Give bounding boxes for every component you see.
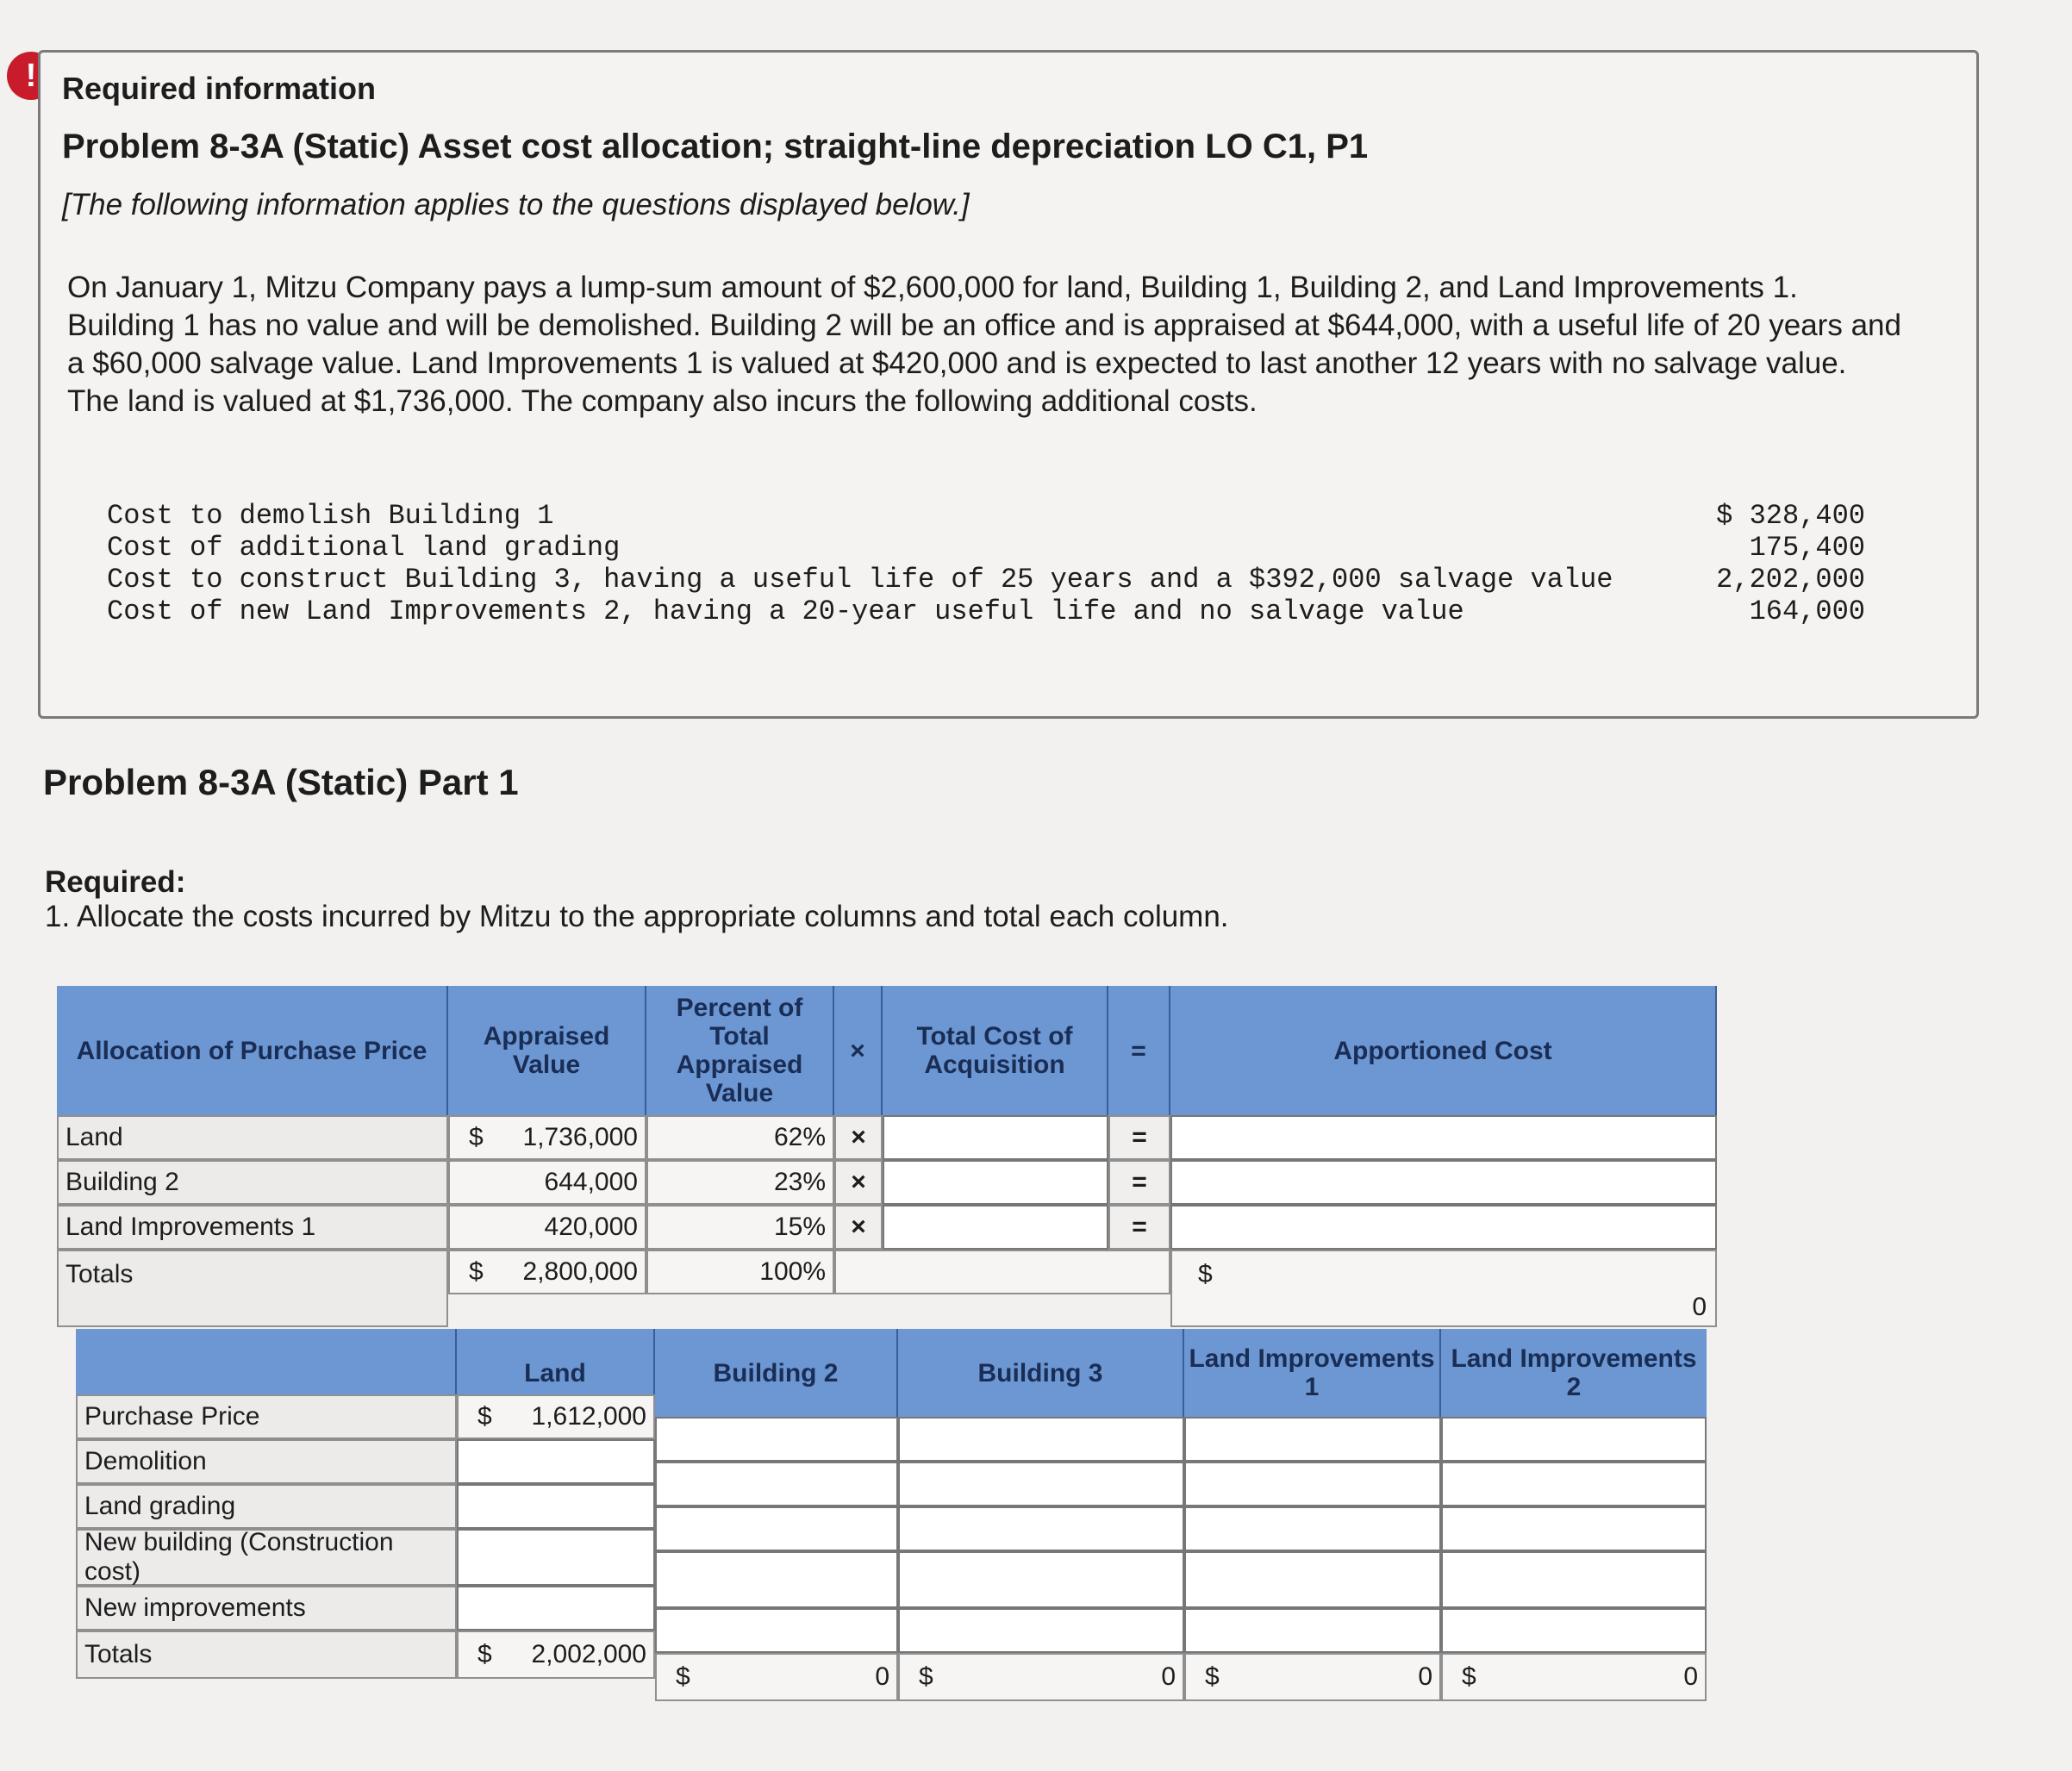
header-allocation: Allocation of Purchase Price bbox=[57, 986, 448, 1115]
percent-land-improvements-1: 15% bbox=[646, 1205, 834, 1250]
total-cost-input-land-improvements-1[interactable] bbox=[883, 1205, 1108, 1250]
header-apportioned-cost: Apportioned Cost bbox=[1170, 986, 1717, 1115]
building-3-total-value: 0 bbox=[1161, 1662, 1176, 1691]
header-land-improvements-1: Land Improvements 1 bbox=[1184, 1329, 1441, 1417]
land-impr-2-new-improvements-input[interactable] bbox=[1441, 1608, 1707, 1653]
appraised-total: 2,800,000 bbox=[522, 1257, 638, 1286]
appraised-value: 1,736,000 bbox=[522, 1123, 638, 1151]
dollar-sign: $ bbox=[1462, 1662, 1476, 1691]
cost-row bbox=[107, 564, 1865, 596]
problem-title: Problem 8-3A (Static) Asset cost allocation; straight-line depreciation LO C1, P1 bbox=[62, 128, 1369, 165]
appraised-value-land bbox=[448, 1115, 646, 1160]
land-impr-1-total-value: 0 bbox=[1418, 1662, 1432, 1691]
blank-cell bbox=[834, 1250, 1170, 1294]
cost-row bbox=[107, 532, 1865, 564]
row-label-land-grading: Land grading bbox=[76, 1484, 457, 1529]
land-impr-2-total-value: 0 bbox=[1683, 1662, 1698, 1691]
dollar-sign: $ bbox=[1205, 1662, 1220, 1691]
dollar-sign: $ bbox=[1198, 1260, 1213, 1288]
cost-amount: 164,000 bbox=[1749, 596, 1865, 627]
equals-operator: = bbox=[1108, 1205, 1170, 1250]
land-impr-2-new-building-input[interactable] bbox=[1441, 1551, 1707, 1608]
required-label: Required: bbox=[45, 865, 186, 899]
row-label-building-2: Building 2 bbox=[57, 1160, 448, 1205]
additional-costs-list bbox=[107, 500, 1865, 627]
row-label-totals: Totals bbox=[76, 1631, 457, 1679]
land-purchase-price bbox=[457, 1394, 655, 1439]
land-impr-1-grading-input[interactable] bbox=[1184, 1506, 1441, 1551]
apportioned-cost-input-land-improvements-1[interactable] bbox=[1170, 1205, 1717, 1250]
percent-land: 62% bbox=[646, 1115, 834, 1160]
building-2-new-improvements-input[interactable] bbox=[655, 1608, 898, 1653]
header-building-3: Building 3 bbox=[898, 1329, 1184, 1417]
equals-operator: = bbox=[1108, 1160, 1170, 1205]
land-impr-1-demolition-input[interactable] bbox=[1184, 1462, 1441, 1506]
row-label-demolition: Demolition bbox=[76, 1439, 457, 1484]
alert-icon: ! bbox=[7, 52, 55, 100]
appraised-value-total bbox=[448, 1250, 646, 1294]
dollar-sign: $ bbox=[676, 1662, 690, 1691]
header-building-2: Building 2 bbox=[655, 1329, 898, 1417]
header-percent: Percent of Total Appraised Value bbox=[646, 986, 834, 1115]
apportioned-cost-input-building-2[interactable] bbox=[1170, 1160, 1717, 1205]
header-equals: = bbox=[1108, 986, 1170, 1115]
appraised-value-land-improvements-1 bbox=[448, 1205, 646, 1250]
total-cost-input-land[interactable] bbox=[883, 1115, 1108, 1160]
header-land: Land bbox=[457, 1329, 655, 1417]
percent-total: 100% bbox=[646, 1250, 834, 1294]
header-total-cost: Total Cost of Acquisition bbox=[883, 986, 1108, 1115]
land-purchase-value: 1,612,000 bbox=[531, 1402, 646, 1431]
cost-description: Cost to demolish Building 1 bbox=[107, 500, 554, 532]
appraised-value-building-2 bbox=[448, 1160, 646, 1205]
cost-row bbox=[107, 596, 1865, 627]
appraised-value: 644,000 bbox=[544, 1168, 638, 1196]
row-label-new-improvements: New improvements bbox=[76, 1586, 457, 1631]
appraised-value: 420,000 bbox=[544, 1213, 638, 1241]
times-operator: × bbox=[834, 1160, 883, 1205]
apportioned-cost-input-land[interactable] bbox=[1170, 1115, 1717, 1160]
cost-amount: 175,400 bbox=[1749, 532, 1865, 564]
required-information-heading: Required information bbox=[62, 71, 377, 106]
land-impr-1-purchase-input[interactable] bbox=[1184, 1417, 1441, 1462]
dollar-sign: $ bbox=[477, 1640, 492, 1668]
building-3-purchase-input[interactable] bbox=[898, 1417, 1184, 1462]
cost-amount: $ 328,400 bbox=[1716, 500, 1865, 532]
part-title: Problem 8-3A (Static) Part 1 bbox=[43, 762, 519, 802]
building-3-grading-input[interactable] bbox=[898, 1506, 1184, 1551]
land-total-value: 2,002,000 bbox=[531, 1640, 646, 1668]
dollar-sign: $ bbox=[477, 1402, 492, 1431]
row-label-land: Land bbox=[57, 1115, 448, 1160]
cost-description: Cost of additional land grading bbox=[107, 532, 621, 564]
info-note: [The following information applies to the questions displayed below.] bbox=[62, 188, 970, 221]
dollar-sign: $ bbox=[469, 1123, 484, 1151]
cost-description: Cost of new Land Improvements 2, having a 20-year useful life and no salvage value bbox=[107, 596, 1464, 627]
row-label-totals: Totals bbox=[57, 1250, 448, 1327]
land-total bbox=[457, 1631, 655, 1679]
land-new-building-input[interactable] bbox=[457, 1529, 655, 1586]
land-demolition-input[interactable] bbox=[457, 1439, 655, 1484]
row-label-purchase-price: Purchase Price bbox=[76, 1394, 457, 1439]
times-operator: × bbox=[834, 1205, 883, 1250]
instruction-text: 1. Allocate the costs incurred by Mitzu to the appropriate columns and total each column. bbox=[45, 900, 1229, 933]
land-impr-1-new-building-input[interactable] bbox=[1184, 1551, 1441, 1608]
building-3-total bbox=[898, 1653, 1184, 1701]
building-3-new-improvements-input[interactable] bbox=[898, 1608, 1184, 1653]
apportioned-total-value: 0 bbox=[1692, 1293, 1707, 1321]
percent-building-2: 23% bbox=[646, 1160, 834, 1205]
header-land-improvements-2: Land Improvements 2 bbox=[1441, 1329, 1707, 1417]
cost-description: Cost to construct Building 3, having a useful life of 25 years and a $392,000 salvage value bbox=[107, 564, 1613, 596]
land-impr-1-total bbox=[1184, 1653, 1441, 1701]
building-2-grading-input[interactable] bbox=[655, 1506, 898, 1551]
land-grading-input[interactable] bbox=[457, 1484, 655, 1529]
dollar-sign: $ bbox=[919, 1662, 933, 1691]
header-times: × bbox=[834, 986, 883, 1115]
building-2-purchase-input[interactable] bbox=[655, 1417, 898, 1462]
row-label-land-improvements-1: Land Improvements 1 bbox=[57, 1205, 448, 1250]
land-new-improvements-input[interactable] bbox=[457, 1586, 655, 1631]
cost-row bbox=[107, 500, 1865, 532]
building-2-new-building-input[interactable] bbox=[655, 1551, 898, 1608]
building-2-total-value: 0 bbox=[875, 1662, 889, 1691]
land-impr-2-grading-input[interactable] bbox=[1441, 1506, 1707, 1551]
land-impr-1-new-improvements-input[interactable] bbox=[1184, 1608, 1441, 1653]
building-3-new-building-input[interactable] bbox=[898, 1551, 1184, 1608]
land-impr-2-total bbox=[1441, 1653, 1707, 1701]
apportioned-cost-total bbox=[1170, 1250, 1717, 1327]
total-cost-input-building-2[interactable] bbox=[883, 1160, 1108, 1205]
problem-description: On January 1, Mitzu Company pays a lump-sum amount of $2,600,000 for land, Building 1, Building 2, and Land Improvements 1. Building 1 has no value and will be demolished. Building 2 will be an office and is appraised at $644,000, with a useful life of 20 years and a $60,000 salvage value. Land Improvements 1 is valued at $420,000 and is expected to last another 12 years with no salvage value. The land is valued at $1,736,000. The company also incurs the following additional costs. bbox=[67, 271, 1901, 418]
building-2-total bbox=[655, 1653, 898, 1701]
cost-amount: 2,202,000 bbox=[1716, 564, 1865, 596]
row-label-new-building: New building (Construction cost) bbox=[76, 1529, 457, 1586]
building-3-demolition-input[interactable] bbox=[898, 1462, 1184, 1506]
building-2-demolition-input[interactable] bbox=[655, 1462, 898, 1506]
times-operator: × bbox=[834, 1115, 883, 1160]
land-impr-2-demolition-input[interactable] bbox=[1441, 1462, 1707, 1506]
header-appraised-value: Appraised Value bbox=[448, 986, 646, 1115]
equals-operator: = bbox=[1108, 1115, 1170, 1160]
dollar-sign: $ bbox=[469, 1257, 484, 1286]
land-impr-2-purchase-input[interactable] bbox=[1441, 1417, 1707, 1462]
